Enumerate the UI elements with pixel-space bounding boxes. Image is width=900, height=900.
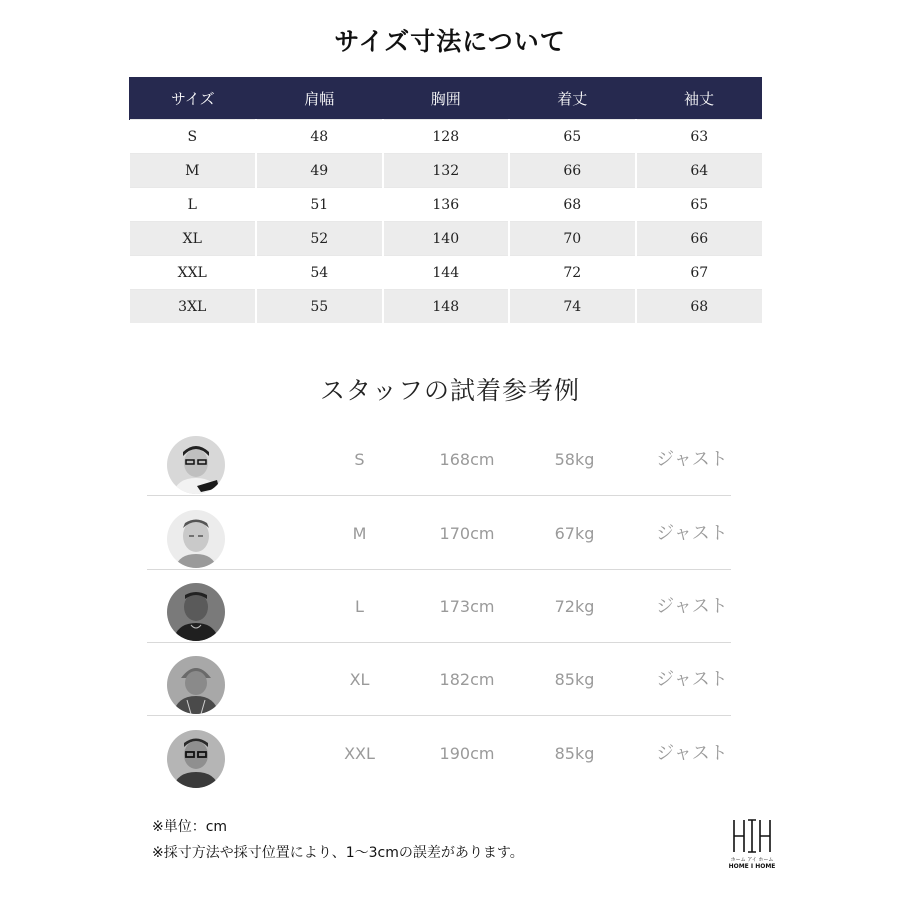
- staff-fit: ジャスト: [656, 523, 728, 544]
- table-cell: 70: [509, 222, 636, 256]
- header-length: 着丈: [509, 77, 636, 120]
- table-cell: 68: [509, 188, 636, 222]
- page-title: サイズ寸法について: [334, 27, 566, 56]
- header-shoulder: 肩幅: [256, 77, 383, 120]
- table-cell: 64: [636, 154, 763, 188]
- table-cell: 48: [256, 120, 383, 154]
- staff-avatar: [167, 656, 225, 714]
- table-cell: 132: [383, 154, 510, 188]
- staff-weight: 67kg: [554, 524, 595, 543]
- staff-weight: 58kg: [554, 450, 595, 469]
- row-divider: [147, 495, 731, 496]
- staff-row: [147, 497, 731, 570]
- staff-size: M: [352, 524, 367, 543]
- staff-weight: 85kg: [554, 744, 595, 763]
- row-divider: [147, 715, 731, 716]
- table-row: [130, 290, 763, 324]
- header-size: サイズ: [130, 77, 257, 120]
- staff-row: [147, 423, 731, 496]
- table-cell: 65: [636, 188, 763, 222]
- table-cell: 54: [256, 256, 383, 290]
- table-cell: 63: [636, 120, 763, 154]
- table-cell: XXL: [130, 256, 257, 290]
- table-cell: 128: [383, 120, 510, 154]
- table-row: [130, 222, 763, 256]
- table-cell: 52: [256, 222, 383, 256]
- staff-section-title: スタッフの試着参考例: [319, 376, 580, 405]
- table-cell: S: [130, 120, 257, 154]
- table-cell: 66: [636, 222, 763, 256]
- staff-height: 190cm: [439, 744, 495, 763]
- notes: [152, 814, 524, 866]
- table-cell: M: [130, 154, 257, 188]
- size-table: [129, 77, 762, 323]
- table-cell: 51: [256, 188, 383, 222]
- staff-weight: 85kg: [554, 670, 595, 689]
- staff-size: S: [354, 450, 365, 469]
- table-cell: 72: [509, 256, 636, 290]
- table-cell: XL: [130, 222, 257, 256]
- staff-avatar: [167, 436, 225, 494]
- staff-avatar: [167, 730, 225, 788]
- table-cell: 55: [256, 290, 383, 324]
- staff-weight: 72kg: [554, 597, 595, 616]
- unit-note: ※単位：cm: [152, 819, 228, 835]
- staff-row: [147, 643, 731, 716]
- staff-fit: ジャスト: [656, 596, 728, 617]
- table-cell: L: [130, 188, 257, 222]
- logo-kana: ホーム アイ ホーム: [730, 857, 774, 863]
- staff-height: 182cm: [439, 670, 495, 689]
- table-cell: 140: [383, 222, 510, 256]
- staff-size: XL: [349, 670, 370, 689]
- staff-avatar: [167, 510, 225, 568]
- table-cell: 49: [256, 154, 383, 188]
- staff-height: 173cm: [439, 597, 495, 616]
- header-sleeve: 袖丈: [636, 77, 763, 120]
- staff-height: 170cm: [439, 524, 495, 543]
- table-row: [130, 188, 763, 222]
- table-cell: 136: [383, 188, 510, 222]
- table-cell: 144: [383, 256, 510, 290]
- staff-fit: ジャスト: [656, 669, 728, 690]
- table-cell: 65: [509, 120, 636, 154]
- table-cell: 66: [509, 154, 636, 188]
- staff-fit: ジャスト: [656, 449, 728, 470]
- table-cell: 67: [636, 256, 763, 290]
- staff-size: XXL: [344, 744, 375, 763]
- table-cell: 68: [636, 290, 763, 324]
- measurement-error-note: ※採寸方法や採寸位置により、1～3cmの誤差があります。: [152, 845, 524, 861]
- table-cell: 3XL: [130, 290, 257, 324]
- staff-row: [147, 717, 731, 790]
- staff-height: 168cm: [439, 450, 495, 469]
- logo-name: HOME I HOME: [728, 863, 776, 870]
- brand-logo: [728, 818, 776, 878]
- staff-avatar: [167, 583, 225, 641]
- table-cell: 148: [383, 290, 510, 324]
- home-i-home-logo-icon: [728, 818, 776, 854]
- staff-size: L: [355, 597, 364, 616]
- table-row: [130, 256, 763, 290]
- table-row: [130, 120, 763, 154]
- staff-fit: ジャスト: [656, 743, 728, 764]
- header-chest: 胸囲: [383, 77, 510, 120]
- staff-row: [147, 570, 731, 643]
- table-cell: 74: [509, 290, 636, 324]
- size-table-header-row: [130, 77, 763, 120]
- table-row: [130, 154, 763, 188]
